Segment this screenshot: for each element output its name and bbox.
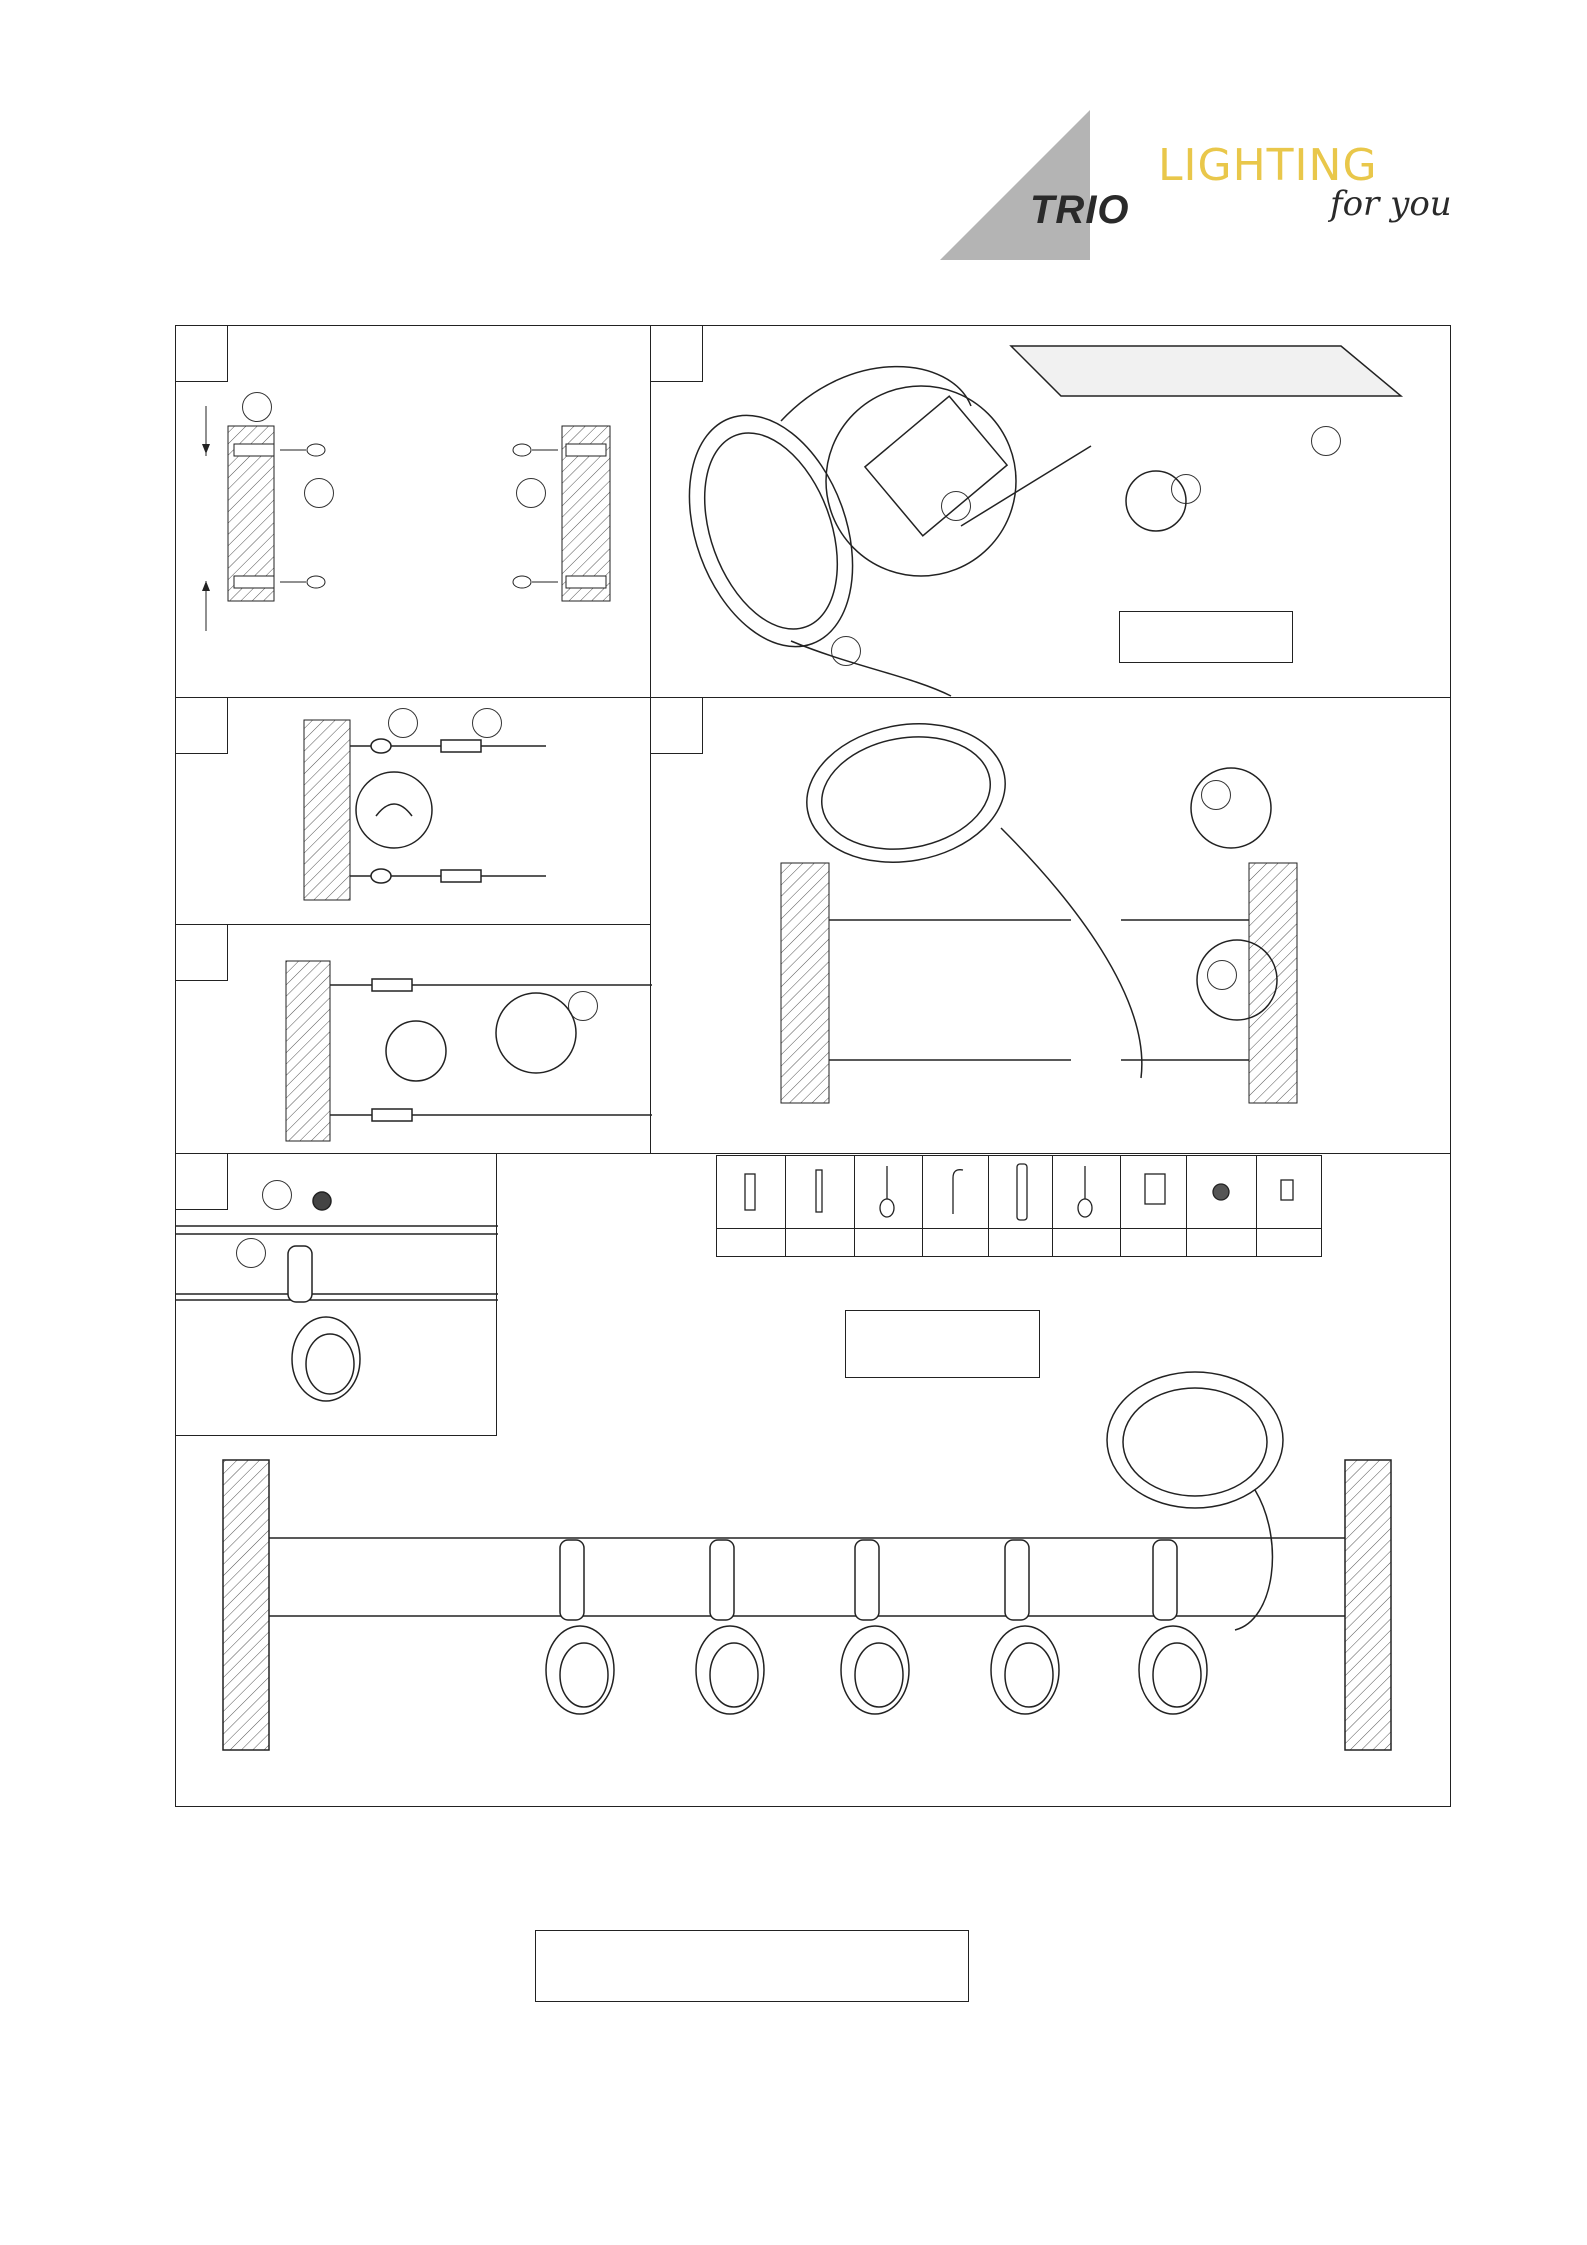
screw-icon (816, 1170, 822, 1212)
bottom-label-box (535, 1930, 969, 2002)
tensioner-drawing (176, 925, 652, 1155)
wall-anchor-icon (745, 1174, 755, 1210)
parts-table-divider (717, 1228, 1321, 1229)
spotlight-1 (546, 1540, 614, 1714)
panel-step-3 (175, 697, 651, 925)
terminal-icon (1145, 1174, 1165, 1204)
spotlight-4 (991, 1540, 1059, 1714)
panel-step-6 (175, 1153, 497, 1436)
logo-tagline-main: LIGHTING (1158, 140, 1378, 191)
spotlight-2 (696, 1540, 764, 1714)
parts-icons (717, 1156, 1323, 1228)
terminal-icon (1281, 1180, 1293, 1200)
cable-link-drawing (176, 698, 652, 926)
logo-triangle-icon (940, 100, 1100, 260)
tube-icon (1017, 1164, 1027, 1220)
spotlight-mount-drawing (176, 1154, 498, 1437)
final-assembly-drawing (175, 1420, 1451, 1800)
spotlight-3 (841, 1540, 909, 1714)
canopy-connection-drawing (651, 698, 1452, 1155)
logo-tagline-sub: for you (1330, 184, 1452, 224)
logo-brand-text: TRIO (1030, 188, 1130, 232)
spotlight-5 (1139, 1540, 1207, 1714)
panel-step-1 (175, 325, 651, 698)
panel-step-5 (650, 697, 1451, 1154)
cap-nut-icon (1213, 1184, 1229, 1200)
wall-anchor-drawing (176, 326, 652, 699)
note-label-box (845, 1310, 1040, 1378)
canopy-drawing (651, 326, 1452, 699)
hook-icon (953, 1170, 963, 1214)
panel-step-2 (650, 325, 1451, 698)
trio-lighting-logo (940, 100, 1460, 270)
panel-step-4 (175, 924, 651, 1154)
parts-table (716, 1155, 1322, 1257)
